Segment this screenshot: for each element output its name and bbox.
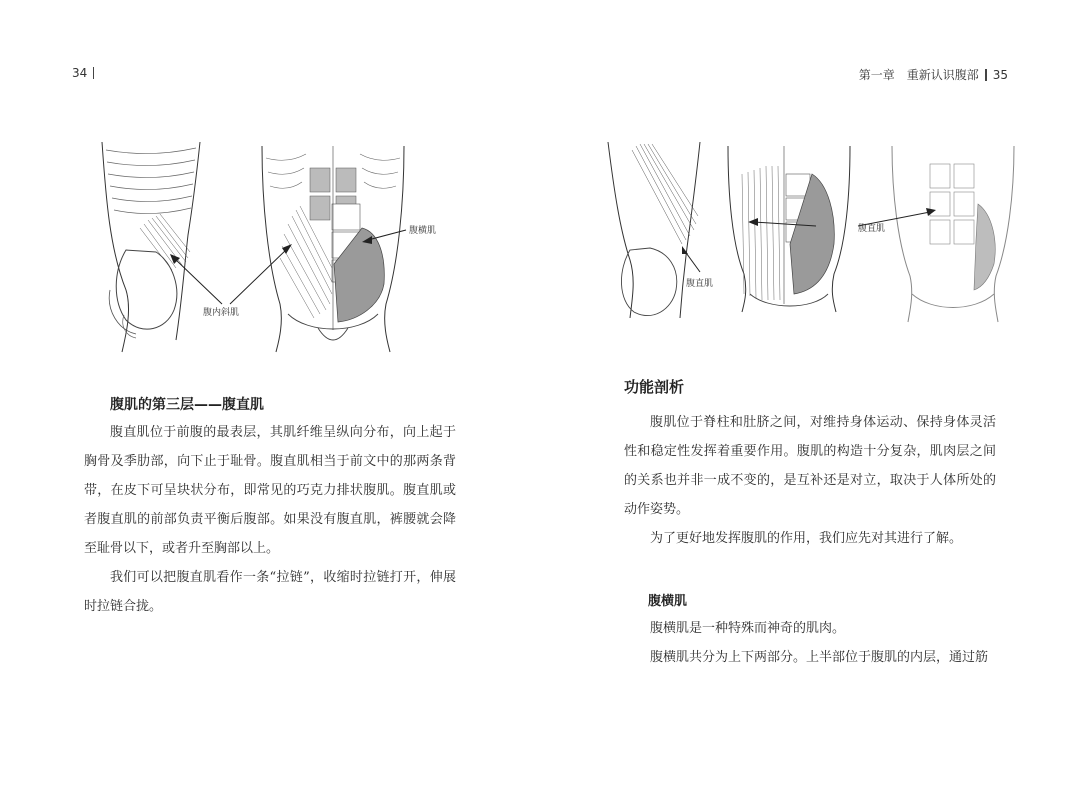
left-paragraph-2: 我们可以把腹直肌看作一条“拉链”，收缩时拉链打开，伸展时拉链合拢。 [84,570,456,614]
left-page-number: 34 [72,66,88,80]
left-page-header [72,66,94,80]
right-sub-title: 腹横肌 [648,594,688,609]
figure-arrows-right [680,200,960,280]
right-sub-body-text [624,614,996,672]
right-body-text [624,408,996,553]
header-divider [985,69,987,81]
figure-arrows-left [160,220,420,310]
right-paragraph-1: 腹肌位于脊柱和肚脐之间，对维持身体运动、保持身体灵活性和稳定性发挥着重要作用。腹肌的构造十分复杂，肌肉层之间的关系也并非一成不变的，是互补还是对立，取决于人体所处的动作姿势。 [624,415,996,517]
left-paragraph-1: 腹直肌位于前腹的最表层，其肌纤维呈纵向分布，向上起于胸骨及季肋部，向下止于耻骨。腹直肌相当于前文中的那两条背带，在皮下可呈块状分布，即常见的巧克力排状腹肌。腹直肌或者腹直肌的前部负责平衡后腹部。如果没有腹直肌，裤腰就会降至耻骨以下，或者升至胸部以上。 [84,425,456,556]
header-divider [93,67,94,79]
left-body-text [84,418,456,621]
right-sub-paragraph-2: 腹横肌共分为上下两部分。上半部位于腹肌的内层，通过筋 [650,650,989,665]
running-header: 第一章 重新认识腹部 [858,68,979,82]
right-page [540,0,1080,786]
label-rectus-right: 腹直肌 [858,224,886,234]
right-page-header [859,66,1008,83]
label-rectus-left: 腹直肌 [686,279,714,289]
right-page-number: 35 [992,67,1008,82]
label-transversus: 腹横肌 [409,226,437,236]
left-section-title: 腹肌的第三层——腹直肌 [110,397,264,413]
right-paragraph-2: 为了更好地发挥腹肌的作用，我们应先对其进行了解。 [650,531,963,546]
right-section-title: 功能剖析 [624,378,685,396]
right-sub-paragraph-1: 腹横肌是一种特殊而神奇的肌肉。 [650,621,846,636]
label-internal-oblique: 腹内斜肌 [203,308,240,318]
